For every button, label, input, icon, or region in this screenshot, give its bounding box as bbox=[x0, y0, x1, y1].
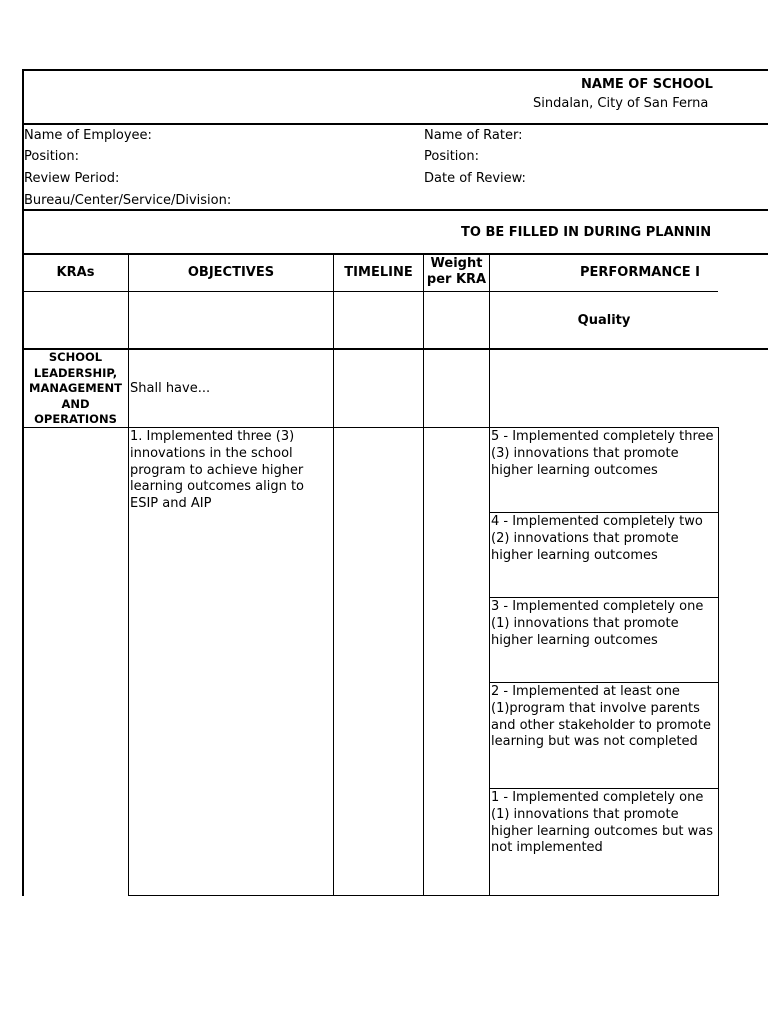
rating-divider-3 bbox=[489, 682, 718, 683]
kra-name-line: LEADERSHIP, bbox=[33, 365, 118, 380]
school-name: NAME OF SCHOOL bbox=[581, 77, 713, 92]
weight-column-border bbox=[489, 253, 490, 896]
timeline-column-border bbox=[423, 253, 424, 896]
weight-column-header bbox=[424, 256, 489, 288]
kra-name bbox=[23, 350, 128, 428]
info-bottom-border bbox=[22, 209, 768, 211]
rating-4-text: 4 - Implemented completely two (2) innovations that promote higher learning outcomes bbox=[491, 514, 703, 563]
kra-name-line: AND bbox=[61, 396, 90, 411]
rater-position-label: Position: bbox=[424, 149, 479, 164]
weight-header-line-1: Weight bbox=[430, 256, 483, 271]
kras-column-border bbox=[128, 253, 129, 896]
school-address: Sindalan, City of San Ferna bbox=[533, 96, 709, 111]
header-bottom-border bbox=[22, 123, 768, 125]
rating-5-text: 5 - Implemented completely three (3) innovations that promote higher learning outcomes bbox=[491, 429, 714, 478]
employee-position-label: Position: bbox=[24, 149, 79, 164]
review-date-label: Date of Review: bbox=[424, 171, 526, 186]
kra-name-line: OPERATIONS bbox=[34, 412, 117, 426]
performance-column-header: PERFORMANCE I bbox=[580, 265, 701, 280]
timeline-column-header: TIMELINE bbox=[344, 265, 413, 280]
review-period-label: Review Period: bbox=[24, 171, 120, 186]
rating-2-text: 2 - Implemented at least one (1)program that involve parents and other stakeholder to promote learning but was not completed bbox=[491, 684, 711, 750]
kras-column-header: KRAs bbox=[56, 265, 95, 280]
bureau-label: Bureau/Center/Service/Division: bbox=[24, 193, 232, 208]
kra-intro-text: Shall have... bbox=[130, 381, 211, 396]
subheader-bottom-border bbox=[22, 348, 768, 350]
rating-divider-2 bbox=[489, 788, 718, 789]
employee-name-label: Name of Employee: bbox=[24, 128, 152, 143]
objective-text: 1. Implemented three (3) innovations in the school program to achieve higher learning outcomes align to ESIP and AIP bbox=[130, 429, 304, 512]
weight-header-line-2: per KRA bbox=[426, 272, 487, 287]
rating-divider-5 bbox=[489, 512, 718, 513]
column-header-bottom-border bbox=[22, 291, 718, 292]
banner-bottom-border bbox=[22, 253, 768, 255]
quality-subheader: Quality bbox=[577, 313, 631, 328]
rating-3-text: 3 - Implemented completely one (1) innovations that promote higher learning outcomes bbox=[491, 599, 704, 648]
kra-name-line: MANAGEMENT bbox=[29, 381, 122, 395]
table-top-border bbox=[22, 69, 768, 71]
rater-name-label: Name of Rater: bbox=[424, 128, 523, 143]
rating-divider-4 bbox=[489, 597, 718, 598]
objectives-column-header: OBJECTIVES bbox=[187, 265, 275, 280]
objectives-column-border bbox=[333, 253, 334, 896]
kra-name-line: SCHOOL bbox=[48, 350, 103, 364]
rating-1-text: 1 - Implemented completely one (1) innovations that promote higher learning outcomes but was not implemented bbox=[491, 790, 714, 856]
planning-banner: TO BE FILLED IN DURING PLANNIN bbox=[461, 225, 712, 240]
